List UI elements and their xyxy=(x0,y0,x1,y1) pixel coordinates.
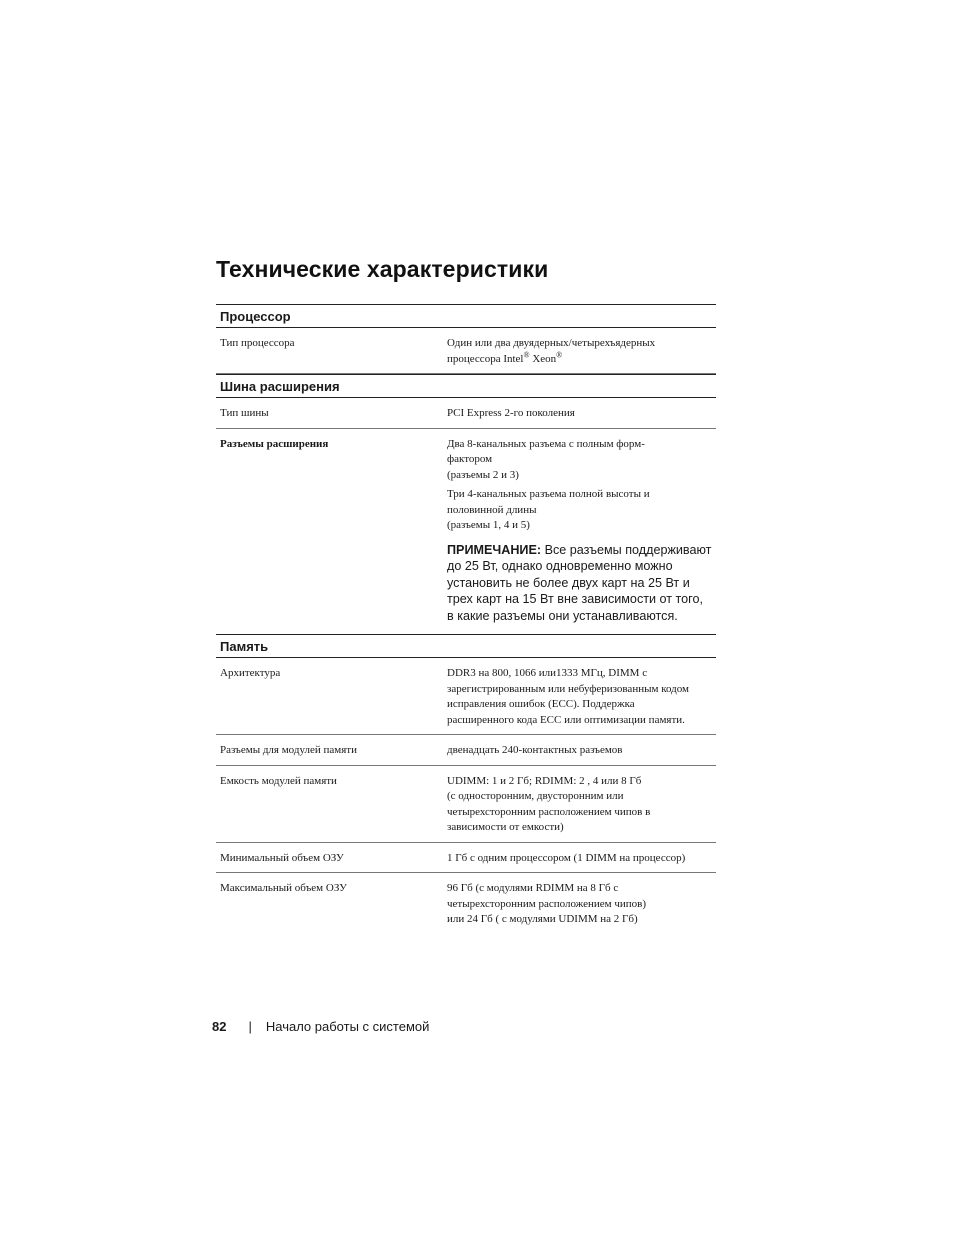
row-label: Минимальный объем ОЗУ xyxy=(220,851,344,864)
row-label: Архитектура xyxy=(220,667,281,679)
row-value: DDR3 на 800, 1066 или1333 МГц, DIMM с зарегистрированным или небуферизованным кодом исправления ошибок (ECC). Поддержка расширенного кода ECC или оптимизации памяти. xyxy=(447,667,690,726)
value-text: Xeon xyxy=(529,352,557,365)
table-row xyxy=(216,328,716,374)
section-heading-processor: Процессор xyxy=(216,304,716,328)
row-label: Емкость модулей памяти xyxy=(220,774,337,787)
footer-separator: | xyxy=(248,1019,252,1034)
row-label: Максимальный объем ОЗУ xyxy=(220,882,347,894)
note-text: Все разъемы поддерживают до 25 Вт, однако одновременно можно установить не более двух карт на 25 Вт и трех карт на 15 Вт вне зависимости от того, в какие разъемы они устанавливаются. xyxy=(447,542,712,623)
row-value: 96 Гб (с модулями RDIMM на 8 Гб с четырехсторонним расположением чипов) или 24 Гб ( с модулями UDIMM на 2 Гб) xyxy=(447,882,647,925)
value-text: процессора Intel xyxy=(447,352,524,365)
value-paragraph: Три 4-канальных разъема полной высоты и половинной длины (разъемы 1, 4 и 5) xyxy=(447,488,650,531)
section-heading-memory: Память xyxy=(216,634,716,658)
registered-mark: ® xyxy=(523,349,530,359)
table-row xyxy=(216,873,716,934)
table-row xyxy=(216,766,716,843)
row-label: Тип шины xyxy=(220,407,269,419)
table-row xyxy=(216,658,716,735)
table-row xyxy=(216,843,716,874)
page-title: Технические характеристики xyxy=(216,256,549,282)
page-number: 82 xyxy=(212,1019,227,1034)
footer-text: Начало работы с системой xyxy=(265,1019,430,1034)
row-value xyxy=(443,429,716,635)
row-label: Разъемы расширения xyxy=(220,437,329,450)
row-value: PCI Express 2-го поколения xyxy=(447,407,575,419)
table-row xyxy=(216,398,716,429)
note-block xyxy=(447,542,712,629)
row-value: UDIMM: 1 и 2 Гб; RDIMM: 2 , 4 или 8 Гб (с односторонним, двусторонним или четырехсторонним расположением чипов в зависимости от емкости) xyxy=(447,774,651,833)
section-heading-bus: Шина расширения xyxy=(216,374,716,398)
page-footer xyxy=(212,1019,429,1034)
row-value: 1 Гб с одним процессором (1 DIMM на процессор) xyxy=(447,851,686,864)
note-label: ПРИМЕЧАНИЕ: xyxy=(447,542,542,557)
row-value xyxy=(443,328,716,373)
row-label: Разъемы для модулей памяти xyxy=(220,744,357,756)
row-label: Тип процессора xyxy=(220,337,295,349)
table-row xyxy=(216,735,716,766)
value-text: Один или два двуядерных/четырехъядерных xyxy=(447,337,656,349)
value-paragraph: Два 8-канальных разъема с полным форм- фактором (разъемы 2 и 3) xyxy=(447,437,645,481)
specs-table xyxy=(216,304,716,934)
table-row xyxy=(216,429,716,635)
row-value: двенадцать 240-контактных разъемов xyxy=(447,744,623,756)
registered-mark: ® xyxy=(556,349,563,359)
